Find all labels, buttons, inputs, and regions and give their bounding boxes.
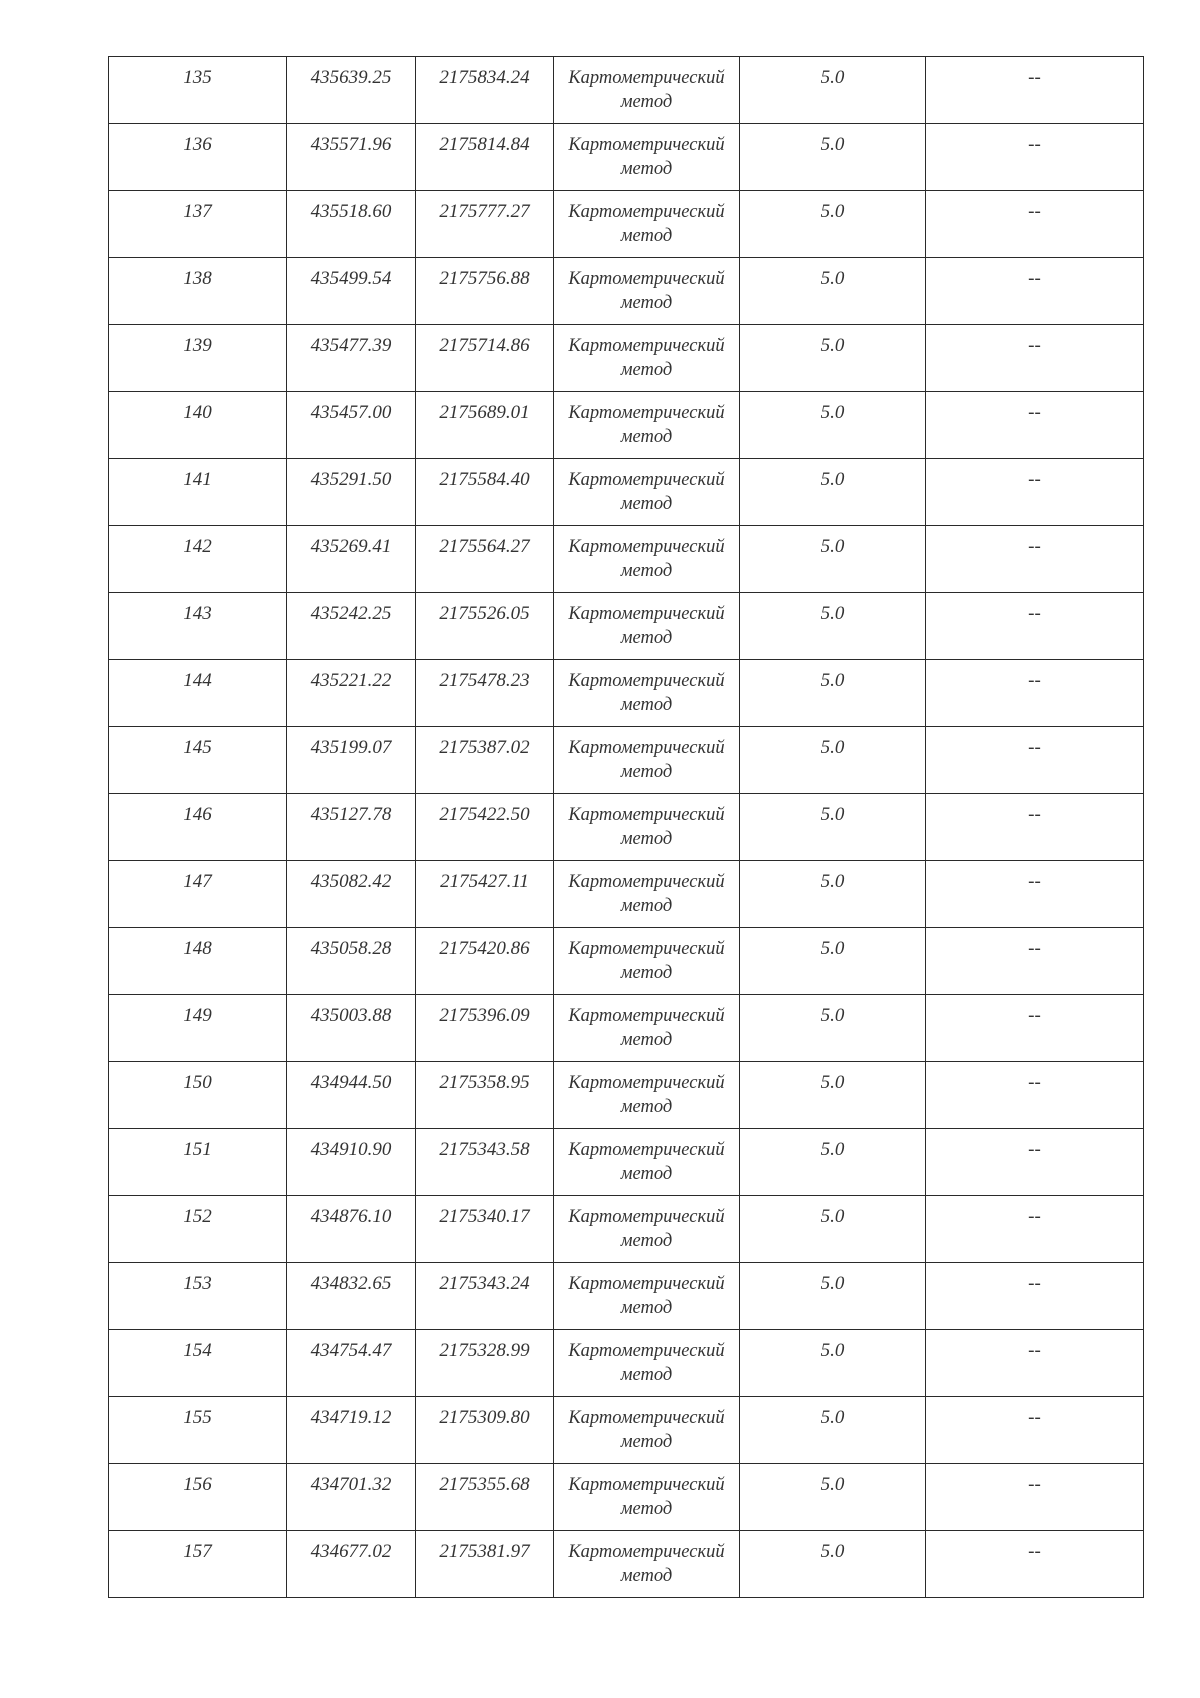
method-line-2: метод — [620, 1566, 673, 1586]
table-row — [109, 258, 1144, 325]
table-row — [109, 1397, 1144, 1464]
y-coordinate-cell: 2175309.80 — [416, 1397, 554, 1464]
y-coordinate-cell: 2175343.24 — [416, 1263, 554, 1330]
x-coordinate-cell: 435457.00 — [287, 392, 416, 459]
y-coordinate-cell: 2175427.11 — [416, 861, 554, 928]
accuracy-cell: 5.0 — [740, 191, 926, 258]
table-row — [109, 1531, 1144, 1598]
method-line-1: Картометрический — [568, 269, 725, 289]
method-line-1: Картометрический — [568, 805, 725, 825]
x-coordinate-cell: 435518.60 — [287, 191, 416, 258]
note-cell: -- — [926, 995, 1144, 1062]
method-line-2: метод — [620, 561, 673, 581]
x-coordinate-cell: 434677.02 — [287, 1531, 416, 1598]
method-line-1: Картометрический — [568, 403, 725, 423]
note-cell: -- — [926, 459, 1144, 526]
accuracy-cell: 5.0 — [740, 928, 926, 995]
point-number-cell: 155 — [109, 1397, 287, 1464]
method-cell — [554, 1330, 740, 1397]
method-line-2: метод — [620, 360, 673, 380]
method-line-1: Картометрический — [568, 1475, 725, 1495]
accuracy-cell: 5.0 — [740, 392, 926, 459]
point-number-cell: 156 — [109, 1464, 287, 1531]
method-line-1: Картометрический — [568, 537, 725, 557]
x-coordinate-cell: 434910.90 — [287, 1129, 416, 1196]
method-line-2: метод — [620, 695, 673, 715]
note-cell: -- — [926, 593, 1144, 660]
method-line-1: Картометрический — [568, 202, 725, 222]
method-line-1: Картометрический — [568, 872, 725, 892]
note-cell: -- — [926, 124, 1144, 191]
accuracy-cell: 5.0 — [740, 1129, 926, 1196]
y-coordinate-cell: 2175328.99 — [416, 1330, 554, 1397]
note-cell: -- — [926, 727, 1144, 794]
y-coordinate-cell: 2175420.86 — [416, 928, 554, 995]
method-cell — [554, 392, 740, 459]
method-line-1: Картометрический — [568, 1341, 725, 1361]
method-line-1: Картометрический — [568, 1207, 725, 1227]
accuracy-cell: 5.0 — [740, 1196, 926, 1263]
point-number-cell: 136 — [109, 124, 287, 191]
point-number-cell: 153 — [109, 1263, 287, 1330]
point-number-cell: 135 — [109, 57, 287, 124]
y-coordinate-cell: 2175358.95 — [416, 1062, 554, 1129]
point-number-cell: 139 — [109, 325, 287, 392]
x-coordinate-cell: 435199.07 — [287, 727, 416, 794]
method-line-2: метод — [620, 896, 673, 916]
accuracy-cell: 5.0 — [740, 57, 926, 124]
point-number-cell: 152 — [109, 1196, 287, 1263]
method-line-1: Картометрический — [568, 470, 725, 490]
table-row — [109, 1464, 1144, 1531]
table-row — [109, 794, 1144, 861]
accuracy-cell: 5.0 — [740, 660, 926, 727]
point-number-cell: 142 — [109, 526, 287, 593]
method-line-2: метод — [620, 293, 673, 313]
y-coordinate-cell: 2175777.27 — [416, 191, 554, 258]
method-cell — [554, 191, 740, 258]
table-row — [109, 660, 1144, 727]
x-coordinate-cell: 435082.42 — [287, 861, 416, 928]
method-cell — [554, 459, 740, 526]
table-row — [109, 191, 1144, 258]
method-cell — [554, 526, 740, 593]
method-line-1: Картометрический — [568, 1542, 725, 1562]
table-row — [109, 57, 1144, 124]
table-row — [109, 727, 1144, 794]
method-cell — [554, 1397, 740, 1464]
point-number-cell: 146 — [109, 794, 287, 861]
y-coordinate-cell: 2175526.05 — [416, 593, 554, 660]
note-cell: -- — [926, 191, 1144, 258]
accuracy-cell: 5.0 — [740, 1263, 926, 1330]
method-line-1: Картометрический — [568, 68, 725, 88]
note-cell: -- — [926, 1062, 1144, 1129]
note-cell: -- — [926, 928, 1144, 995]
accuracy-cell: 5.0 — [740, 1330, 926, 1397]
note-cell: -- — [926, 1464, 1144, 1531]
coordinates-table — [108, 56, 1144, 1598]
point-number-cell: 157 — [109, 1531, 287, 1598]
x-coordinate-cell: 435003.88 — [287, 995, 416, 1062]
note-cell: -- — [926, 1263, 1144, 1330]
note-cell: -- — [926, 1196, 1144, 1263]
method-line-2: метод — [620, 1231, 673, 1251]
accuracy-cell: 5.0 — [740, 1531, 926, 1598]
point-number-cell: 144 — [109, 660, 287, 727]
accuracy-cell: 5.0 — [740, 995, 926, 1062]
note-cell: -- — [926, 57, 1144, 124]
y-coordinate-cell: 2175756.88 — [416, 258, 554, 325]
point-number-cell: 150 — [109, 1062, 287, 1129]
x-coordinate-cell: 434944.50 — [287, 1062, 416, 1129]
y-coordinate-cell: 2175478.23 — [416, 660, 554, 727]
method-line-1: Картометрический — [568, 1408, 725, 1428]
note-cell: -- — [926, 258, 1144, 325]
method-line-1: Картометрический — [568, 1274, 725, 1294]
table-row — [109, 325, 1144, 392]
method-line-1: Картометрический — [568, 135, 725, 155]
point-number-cell: 140 — [109, 392, 287, 459]
method-cell — [554, 794, 740, 861]
method-line-1: Картометрический — [568, 1006, 725, 1026]
y-coordinate-cell: 2175387.02 — [416, 727, 554, 794]
x-coordinate-cell: 435477.39 — [287, 325, 416, 392]
y-coordinate-cell: 2175564.27 — [416, 526, 554, 593]
accuracy-cell: 5.0 — [740, 1464, 926, 1531]
x-coordinate-cell: 435291.50 — [287, 459, 416, 526]
point-number-cell: 138 — [109, 258, 287, 325]
y-coordinate-cell: 2175584.40 — [416, 459, 554, 526]
point-number-cell: 137 — [109, 191, 287, 258]
accuracy-cell: 5.0 — [740, 124, 926, 191]
table-row — [109, 124, 1144, 191]
method-cell — [554, 57, 740, 124]
method-line-2: метод — [620, 1298, 673, 1318]
method-line-2: метод — [620, 159, 673, 179]
method-line-2: метод — [620, 1164, 673, 1184]
method-cell — [554, 593, 740, 660]
note-cell: -- — [926, 861, 1144, 928]
method-cell — [554, 124, 740, 191]
note-cell: -- — [926, 1129, 1144, 1196]
method-line-2: метод — [620, 762, 673, 782]
x-coordinate-cell: 434754.47 — [287, 1330, 416, 1397]
point-number-cell: 145 — [109, 727, 287, 794]
method-cell — [554, 1196, 740, 1263]
accuracy-cell: 5.0 — [740, 526, 926, 593]
method-line-2: метод — [620, 427, 673, 447]
method-cell — [554, 995, 740, 1062]
note-cell: -- — [926, 1531, 1144, 1598]
method-cell — [554, 1263, 740, 1330]
method-line-2: метод — [620, 494, 673, 514]
y-coordinate-cell: 2175834.24 — [416, 57, 554, 124]
table-row — [109, 861, 1144, 928]
point-number-cell: 149 — [109, 995, 287, 1062]
point-number-cell: 143 — [109, 593, 287, 660]
accuracy-cell: 5.0 — [740, 727, 926, 794]
note-cell: -- — [926, 325, 1144, 392]
method-line-2: метод — [620, 226, 673, 246]
y-coordinate-cell: 2175422.50 — [416, 794, 554, 861]
table-row — [109, 1196, 1144, 1263]
method-cell — [554, 1129, 740, 1196]
table-row — [109, 526, 1144, 593]
table-row — [109, 459, 1144, 526]
method-cell — [554, 727, 740, 794]
point-number-cell: 147 — [109, 861, 287, 928]
method-line-1: Картометрический — [568, 1140, 725, 1160]
x-coordinate-cell: 434701.32 — [287, 1464, 416, 1531]
accuracy-cell: 5.0 — [740, 593, 926, 660]
x-coordinate-cell: 435571.96 — [287, 124, 416, 191]
method-line-2: метод — [620, 1030, 673, 1050]
table-row — [109, 995, 1144, 1062]
y-coordinate-cell: 2175340.17 — [416, 1196, 554, 1263]
method-cell — [554, 1464, 740, 1531]
table-row — [109, 392, 1144, 459]
table-row — [109, 1129, 1144, 1196]
table-row — [109, 1330, 1144, 1397]
accuracy-cell: 5.0 — [740, 258, 926, 325]
method-line-2: метод — [620, 1365, 673, 1385]
note-cell: -- — [926, 392, 1144, 459]
accuracy-cell: 5.0 — [740, 1397, 926, 1464]
method-cell — [554, 1062, 740, 1129]
accuracy-cell: 5.0 — [740, 794, 926, 861]
method-line-2: метод — [620, 92, 673, 112]
table-row — [109, 1263, 1144, 1330]
method-line-2: метод — [620, 1097, 673, 1117]
table-row — [109, 1062, 1144, 1129]
x-coordinate-cell: 435221.22 — [287, 660, 416, 727]
note-cell: -- — [926, 1397, 1144, 1464]
table-row — [109, 593, 1144, 660]
x-coordinate-cell: 435639.25 — [287, 57, 416, 124]
y-coordinate-cell: 2175689.01 — [416, 392, 554, 459]
x-coordinate-cell: 435269.41 — [287, 526, 416, 593]
y-coordinate-cell: 2175814.84 — [416, 124, 554, 191]
method-line-1: Картометрический — [568, 738, 725, 758]
x-coordinate-cell: 435499.54 — [287, 258, 416, 325]
method-line-1: Картометрический — [568, 939, 725, 959]
method-line-1: Картометрический — [568, 336, 725, 356]
method-line-2: метод — [620, 1432, 673, 1452]
point-number-cell: 151 — [109, 1129, 287, 1196]
y-coordinate-cell: 2175381.97 — [416, 1531, 554, 1598]
y-coordinate-cell: 2175343.58 — [416, 1129, 554, 1196]
method-line-2: метод — [620, 1499, 673, 1519]
accuracy-cell: 5.0 — [740, 861, 926, 928]
y-coordinate-cell: 2175396.09 — [416, 995, 554, 1062]
method-cell — [554, 660, 740, 727]
method-line-1: Картометрический — [568, 1073, 725, 1093]
method-cell — [554, 258, 740, 325]
x-coordinate-cell: 434832.65 — [287, 1263, 416, 1330]
point-number-cell: 154 — [109, 1330, 287, 1397]
note-cell: -- — [926, 794, 1144, 861]
x-coordinate-cell: 434719.12 — [287, 1397, 416, 1464]
method-line-1: Картометрический — [568, 604, 725, 624]
x-coordinate-cell: 435058.28 — [287, 928, 416, 995]
note-cell: -- — [926, 660, 1144, 727]
method-line-1: Картометрический — [568, 671, 725, 691]
y-coordinate-cell: 2175355.68 — [416, 1464, 554, 1531]
table-row — [109, 928, 1144, 995]
point-number-cell: 141 — [109, 459, 287, 526]
method-cell — [554, 928, 740, 995]
table-body — [109, 57, 1144, 1598]
method-line-2: метод — [620, 628, 673, 648]
note-cell: -- — [926, 1330, 1144, 1397]
method-line-2: метод — [620, 829, 673, 849]
method-cell — [554, 325, 740, 392]
method-cell — [554, 861, 740, 928]
y-coordinate-cell: 2175714.86 — [416, 325, 554, 392]
x-coordinate-cell: 435127.78 — [287, 794, 416, 861]
accuracy-cell: 5.0 — [740, 325, 926, 392]
x-coordinate-cell: 434876.10 — [287, 1196, 416, 1263]
x-coordinate-cell: 435242.25 — [287, 593, 416, 660]
method-line-2: метод — [620, 963, 673, 983]
point-number-cell: 148 — [109, 928, 287, 995]
note-cell: -- — [926, 526, 1144, 593]
accuracy-cell: 5.0 — [740, 1062, 926, 1129]
method-cell — [554, 1531, 740, 1598]
accuracy-cell: 5.0 — [740, 459, 926, 526]
